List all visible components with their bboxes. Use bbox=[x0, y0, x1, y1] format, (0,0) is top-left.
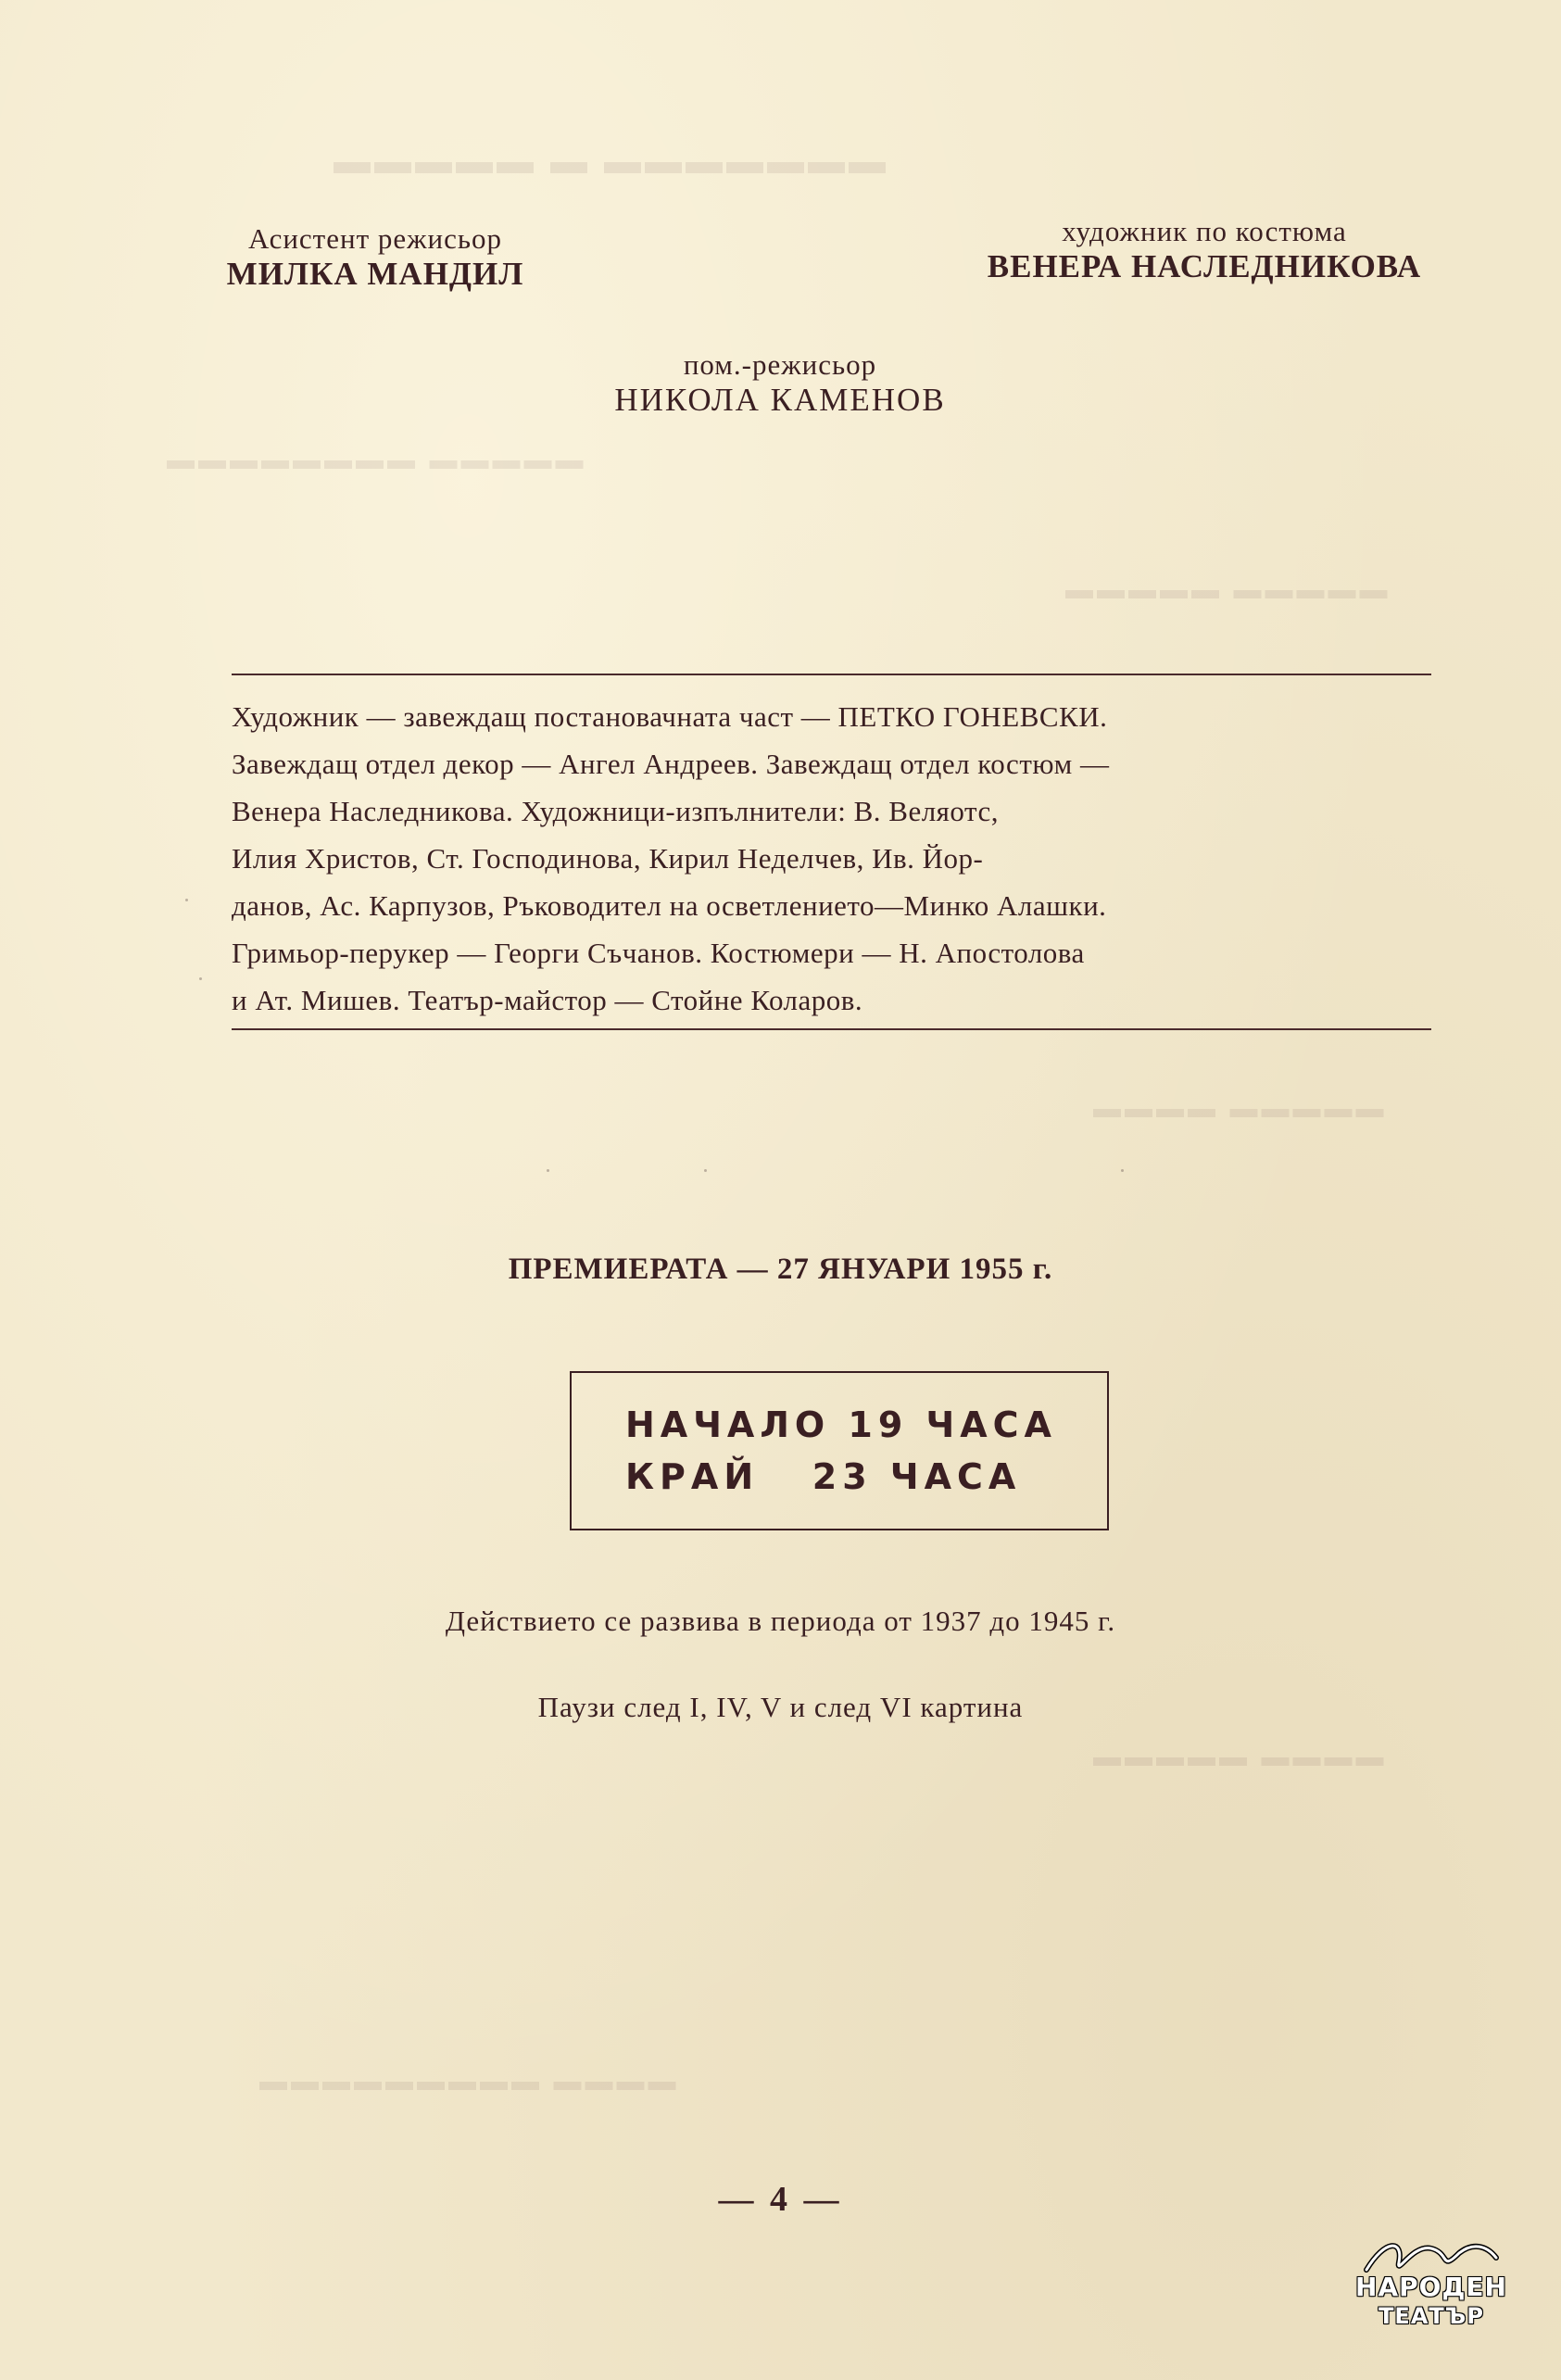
staff-line: и Ат. Мишев. Театър-майстор — Стойне Коларов. bbox=[232, 984, 863, 1016]
logo-line1: НАРОДЕН bbox=[1355, 2272, 1507, 2302]
credit-name: НИКОЛА КАМЕНОВ bbox=[614, 382, 946, 418]
staff-line: Венера Наследникова. Художници-изпълнители: В. Веляотс, bbox=[232, 795, 999, 827]
credit-assistant-director bbox=[222, 222, 528, 293]
schedule-end: КРАЙ 23 ЧАСА bbox=[625, 1456, 1022, 1497]
paper-speck bbox=[185, 899, 188, 901]
schedule-start: НАЧАЛО 19 ЧАСА bbox=[625, 1404, 1057, 1445]
staff-line: Илия Христов, Ст. Господинова, Кирил Неделчев, Ив. Йор- bbox=[232, 842, 984, 875]
staff-line: Гримьор-перукер — Георги Съчанов. Костюмери — Н. Апостолова bbox=[232, 937, 1085, 969]
staff-line: данов, Ас. Карпузов, Ръководител на осветлението—Минко Алашки. bbox=[232, 889, 1107, 922]
page-number: — 4 — bbox=[718, 2180, 843, 2219]
divider-bottom bbox=[232, 1028, 1431, 1030]
staff-paragraph bbox=[232, 693, 1436, 1024]
credit-name: МИЛКА МАНДИЛ bbox=[226, 256, 524, 292]
paper-speck bbox=[199, 977, 202, 980]
paper-speck bbox=[1121, 1169, 1124, 1172]
show-through-text: ▬▬▬▬▬▬▬▬▬ ▬▬▬▬ bbox=[259, 2066, 680, 2097]
credit-role: художник по костюма bbox=[1062, 215, 1347, 247]
show-through-text: ▬▬▬▬▬ ▬▬▬▬ bbox=[1093, 1742, 1388, 1772]
show-through-text: ▬▬▬▬▬ ▬ ▬▬▬▬▬▬▬ bbox=[334, 140, 889, 182]
credit-role: Асистент режисьор bbox=[247, 222, 503, 255]
staff-line: Художник — завеждащ постановачната част — ПЕТКО ГОНЕВСКИ. bbox=[232, 700, 1108, 733]
setting-note: Действието се развива в периода от 1937 до 1945 г. bbox=[445, 1605, 1116, 1637]
credit-name: ВЕНЕРА НАСЛЕДНИКОВА bbox=[987, 248, 1422, 284]
premiere-date: ПРЕМИЕРАТА — 27 ЯНУАРИ 1955 г. bbox=[508, 1253, 1053, 1286]
show-through-text: ▬▬▬▬▬ ▬▬▬▬▬ bbox=[1065, 574, 1391, 605]
credit-role: пом.-режисьор bbox=[683, 348, 877, 381]
show-through-text: ▬▬▬▬▬▬▬▬ ▬▬▬▬▬ bbox=[167, 445, 587, 475]
paper-speck bbox=[547, 1169, 549, 1172]
paper-speck bbox=[704, 1169, 707, 1172]
pauses-note: Паузи след I, IV, V и след VI картина bbox=[537, 1691, 1024, 1723]
staff-line: Завеждащ отдел декор — Ангел Андреев. Завеждащ отдел костюм — bbox=[232, 748, 1110, 780]
national-theatre-logo bbox=[1348, 2235, 1515, 2336]
credit-assistant-director-2 bbox=[595, 348, 965, 419]
credit-costume-designer bbox=[982, 215, 1427, 285]
schedule-box bbox=[570, 1371, 1109, 1530]
show-through-text: ▬▬▬▬ ▬▬▬▬▬ bbox=[1093, 1093, 1388, 1124]
logo-line2: ТЕАТЪР bbox=[1378, 2303, 1484, 2329]
divider-top bbox=[232, 674, 1431, 675]
